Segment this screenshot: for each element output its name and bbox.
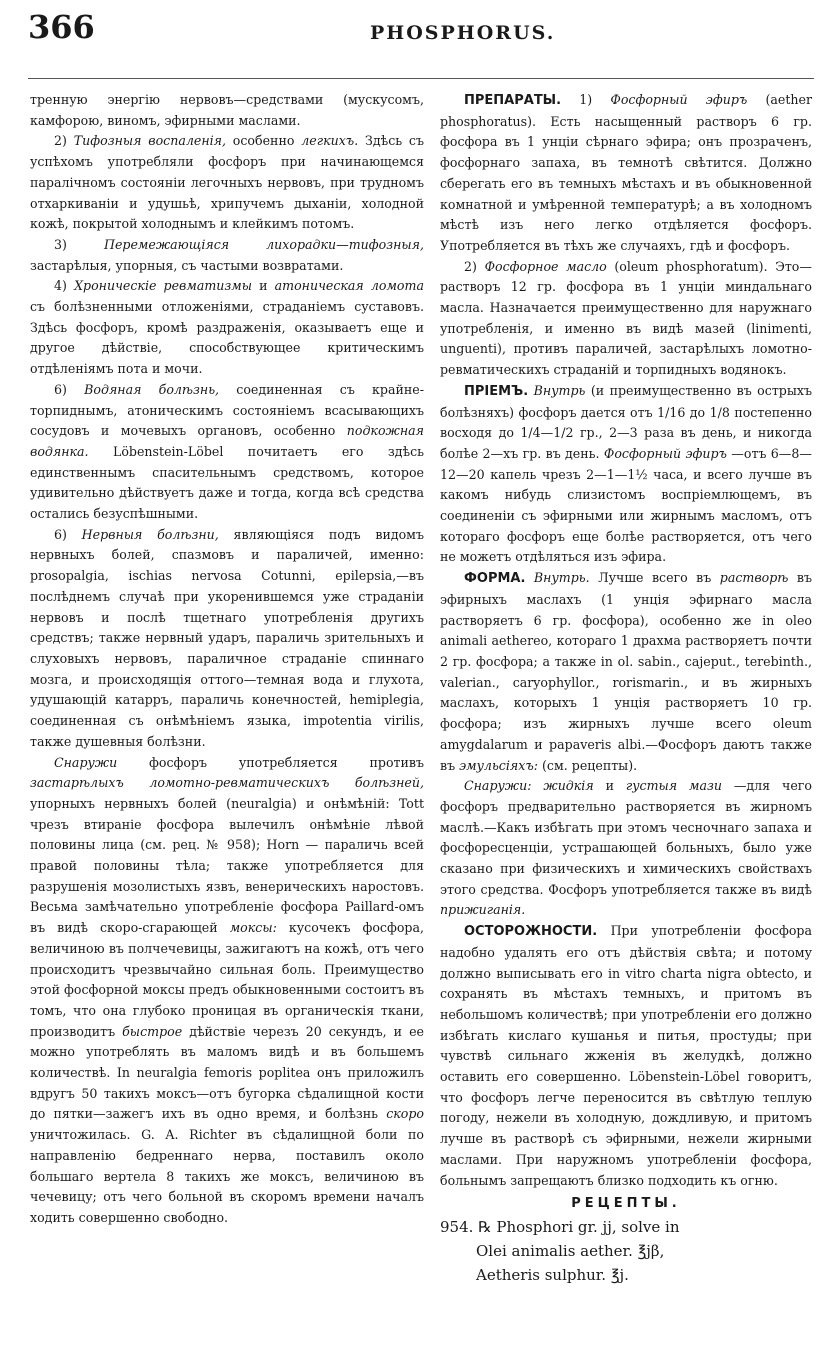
section-preparations [440, 90, 812, 257]
emphasis: скоро [386, 1106, 424, 1122]
emphasis: подкожная водянка. [30, 423, 424, 459]
recipe-line: Aetheris sulphur. ℥j. [476, 1265, 629, 1284]
text: застарѣлыя, упорныя, съ частыми возвратами. [30, 257, 344, 273]
item-number: 6) [54, 526, 67, 542]
running-title: PHOSPHORUS. [370, 22, 556, 44]
right-column [440, 90, 812, 1287]
item-number: 2) [464, 258, 477, 274]
emphasis: моксы: [229, 920, 277, 936]
header-rule [28, 78, 814, 79]
emphasis: Водяная болѣзнь, [84, 381, 220, 397]
text: уничтожилась. G. A. Richter въ сѣдалищной боли по направленію бедреннаго нерва, поставилъ около большаго вертела 8 такихъ же моксъ, величиною въ чечевицу; отъ чего больной въ скоромъ времени началъ ходить совершенно свободно. [30, 1127, 424, 1225]
item-number: 3) [54, 236, 67, 252]
recipes-heading-row [440, 1193, 812, 1215]
text: упорныхъ нервныхъ болей (neuralgia) и онѣмѣній: Tott чрезъ втираніе фосфора вылечилъ онѣмѣніе лѣвой половины лица (см. рец. № 958); Horn — параличь всей правой половины тѣла; также употребляется для разрушенія мозолистыхъ язвъ, венерическихъ наростовъ. Весьма замѣчательно употребленіе фосфора Paillard-омъ въ видѣ скоро-сгарающей [30, 795, 424, 936]
emphasis: Хроническіе ревматизмы [74, 278, 252, 294]
text: фосфоръ употребляется противъ [149, 754, 424, 770]
paragraph-dropsy [30, 380, 424, 525]
text: кусочекъ фосфора, величиною въ полчечевицы, зажигаютъ на кожѣ, отъ чего происходитъ чрезвычайно сильная боль. Преимущество этой фосфорной моксы предъ обыкновенными состоитъ въ томъ, что она глубоко проницая въ органическія ткани, производитъ [30, 920, 424, 1039]
text: являющіяся подъ видомъ нервныхъ болей, спазмовъ и параличей, именно: prosopalgia, ischias nervosa Cotunni, epilepsia,—въ послѣднемъ случаѣ при укоренившемся уже страданіи нервовъ и послѣ тщетнаго употребленія другихъ средствъ; также нервный ударъ, параличь зрительныхъ и слуховыхъ нервовъ, параличное страданіе спиннаго мозга, и происходящія оттого—темная вода и глухота, удушающій катарръ, параличь конечностей, hemiplegia, соединенная съ онѣмѣніемъ языка, impotentia virilis, также душевныя болѣзни. [30, 526, 424, 749]
emphasis: Нервныя болѣзни, [81, 526, 219, 542]
section-heading: ОСТОРОЖНОСТИ. [464, 924, 598, 940]
item-number: 2) [54, 133, 67, 149]
section-cautions [440, 921, 812, 1191]
paragraph-typhoid [30, 131, 424, 235]
emphasis: Перемежающіяся лихорадки—тифозныя, [103, 236, 424, 252]
section-form [440, 568, 812, 776]
text: При употребленіи фосфора надобно удалять его отъ дѣйствія свѣта; и потому должно выписывать его in vitro charta nigra obtecto, и сохранять въ мѣстахъ темныхъ, и притомъ въ небольшомъ количествѣ; при употребленіи его должно избѣгать кислаго кушанья и питья, простуды; при чувствѣ сильнаго жженія въ желудкѣ, должно оставить его совершенно. Löbenstein-Löbel говоритъ, что фосфоръ легче переносится въ свѣтлую теплую погоду, нежели въ холодную, дождливую, и притомъ лучше въ растворѣ съ эфирными, нежели жирными маслами. При наружномъ употребленіи фосфора, больнымъ запрещаютъ близко подходить къ огню. [440, 923, 812, 1188]
page-number: 366 [28, 8, 95, 46]
text: въ эфирныхъ маслахъ (1 унція эфирнаго масла растворяетъ 6 гр. фосфора), особенно же in oleo animali aethereo, котораго 1 драхма растворяетъ почти 2 гр. фосфора; а также in ol. sabin., cajeput., terebinth., valerian., caryophyllor., rorismarin., и въ жирныхъ маслахъ, которыхъ 1 унція растворяетъ 10 гр. фосфора; изъ жирныхъ лучше всего oleum amygdalarum и papaveris albi.—Фосфоръ даютъ также въ [440, 570, 812, 773]
emphasis: Внутрь [533, 382, 586, 398]
paragraph-nervous [30, 525, 424, 753]
emphasis: быстрое [122, 1023, 183, 1039]
text: —отъ 6—8—12—20 капель чрезъ 2—1—1½ часа, и всего лучше въ какомъ нибудь слизистомъ воспріемлющемъ, въ соединеніи съ эфирными или жирнымъ масломъ, отъ котораго фосфоръ еще болѣе растворяется, отъ чего не можетъ отдѣляться изъ эфира. [440, 445, 812, 565]
text: особенно [232, 133, 295, 149]
text: Здѣсь съ успѣхомъ употребляли фосфоръ при начинающемся паралічномъ состояніи легочныхъ нервовъ, при трудномъ отхаркиваніи и удушьѣ, хрипучемъ дыханіи, холодной кожѣ, покрытой холоднымъ и клейкимъ потомъ. [30, 133, 424, 232]
text: —для чего фосфоръ предварительно растворяется въ жирномъ маслѣ.—Какъ избѣгать при этомъ чесночнаго запаха и фосфоресценціи, устрашающей больныхъ, было уже сказано при физическихъ и химическихъ свойствахъ этого средства. Фосфоръ употребляется также въ видѣ [440, 778, 812, 897]
text: и [259, 278, 268, 294]
emphasis: эмульсіяхъ: [459, 757, 538, 773]
emphasis: Снаружи [54, 754, 118, 770]
emphasis: растворѣ [719, 570, 789, 586]
text: (см. рецепты). [541, 757, 638, 773]
text: тренную энергію нервовъ—средствами (мускусомъ, камфорою, виномъ, эфирными маслами. [30, 92, 424, 128]
text: Löbenstein-Löbel почитаетъ его здѣсь единственнымъ спасительнымъ средствомъ, которое удивительно дѣйствуетъ даже и тогда, когда всѣ средства остались безуспѣшными. [30, 443, 424, 522]
text: Лучше всего въ [598, 570, 712, 586]
paragraph-fevers [30, 235, 424, 276]
item-number: 4) [54, 278, 67, 294]
emphasis: легкихъ. [301, 133, 359, 149]
text: соединенная съ крайне-торпиднымъ, атоническимъ состояніемъ всасывающихъ сосудовъ и мочевыхъ органовъ, особенно [30, 381, 424, 439]
emphasis: Снаружи: [464, 778, 532, 794]
section-dosage [440, 381, 812, 568]
paragraph-external [30, 753, 424, 1229]
section-heading: ПРЕПАРАТЫ. [464, 93, 562, 108]
recipe-line: Olei animalis aether. ℥jβ, [476, 1241, 665, 1260]
paragraph-external-use [440, 776, 812, 921]
text: (и преимущественно въ острыхъ болѣзняхъ) фосфоръ дается отъ 1/16 до 1/8 постепенно восходя до 1/4—1/2 гр., 2—3 раза въ день, и никогда болѣе 2—хъ гр. въ день. [440, 382, 812, 461]
page-header [28, 10, 814, 70]
recipe-954 [440, 1215, 812, 1287]
text: и [605, 778, 614, 794]
text: дѣйствіе черезъ 20 секундъ, и ее можно употреблять въ маломъ видѣ и въ большемъ количествѣ. In neuralgia femoris poplitea онъ приложилъ вдругъ 50 такихъ моксъ—отъ бугорка сѣдалищной кости до пятки—зажегъ ихъ въ одно время, и болѣзнь [30, 1023, 424, 1122]
emphasis: прижиганія. [440, 902, 526, 918]
emphasis: атоническая ломота [274, 278, 424, 294]
emphasis: густыя мази [625, 778, 722, 794]
paragraph-continuation [30, 90, 424, 131]
section-heading: ПРІЕМЪ. [464, 383, 529, 399]
text: (oleum phosphoratum). Это—растворъ 12 гр. фосфора въ 1 унціи миндальнаго масла. Назначается преимущественно для наружнаго употребленія, и именно въ видѣ мазей (linimenti, unguenti), противъ параличей, застарѣлыхъ ломотно-ревматическихъ страданій и торпидныхъ водянокъ. [440, 258, 812, 378]
text: съ болѣзненными отложеніями, страданіемъ суставовъ. Здѣсь фосфоръ, кромѣ раздраженія, оказываетъ еще и другое дѣйствіе, способствующее критическимъ отдѣленіямъ пота и мочи. [30, 299, 424, 377]
paragraph-oil [440, 257, 812, 381]
recipe-line: 954. ℞ Phosphori gr. jj, solve in [440, 1217, 680, 1236]
left-column [30, 90, 424, 1229]
emphasis: застарѣлыхъ ломотно-ревматическихъ болѣзней, [30, 775, 424, 791]
section-heading: ФОРМА. [464, 571, 526, 587]
text: (aether phosphoratus). Есть насыщенный растворъ 6 гр. фосфора въ 1 унціи сѣрнаго эфира; онъ прозраченъ, фосфорнаго запаха, въ темнотѣ свѣтится. Должно сберегать его въ темныхъ мѣстахъ и въ обыкновенной комнатной и умѣренной температурѣ; а въ холодномъ мѣстѣ изъ него легко отдѣляется фосфоръ. Употребляется въ тѣхъ же случаяхъ, гдѣ и фосфоръ. [440, 92, 812, 253]
emphasis: Фосфорное масло [484, 258, 607, 274]
emphasis: Фосфорный эфиръ [610, 92, 748, 107]
emphasis: жидкія [543, 778, 594, 794]
item-number: 1) [579, 92, 593, 107]
emphasis: Тифозныя воспаленія, [73, 133, 226, 149]
item-number: 6) [54, 381, 67, 397]
paragraph-rheumatism [30, 276, 424, 380]
section-heading: РЕЦЕПТЫ. [571, 1196, 681, 1212]
emphasis: Фосфорный эфиръ [603, 445, 727, 461]
emphasis: Внутрь. [533, 570, 590, 586]
